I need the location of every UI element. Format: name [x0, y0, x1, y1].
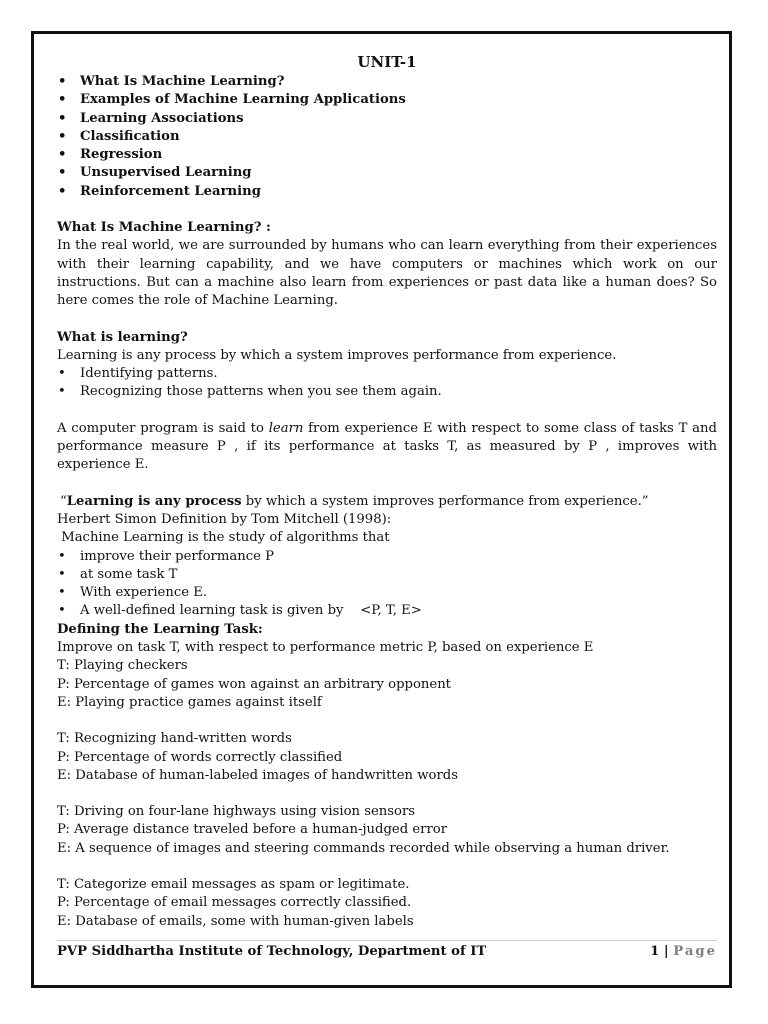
topic-item: • Unsupervised Learning [57, 164, 717, 182]
list-item: • With experience E. [57, 584, 717, 602]
task-line: T: Playing checkers [57, 658, 188, 674]
page-number-block [650, 944, 717, 959]
topic-item: • Learning Associations [57, 110, 717, 128]
quote-text: by which a system improves performance from experience.” [241, 493, 649, 509]
mitchell-bullets [57, 548, 717, 621]
definition-text: from experience E with respect to some class of tasks T and performance measure P , if its performance at tasks T, as measured by P , improves with experience E. [57, 420, 717, 473]
section-paragraph: Improve on task T, with respect to performance metric P, based on experience E [57, 640, 594, 656]
experience-line: E: Playing practice games against itself [57, 694, 322, 710]
task-line: T: Driving on four-lane highways using vision sensors [57, 804, 416, 820]
quote-line [57, 493, 717, 511]
performance-line: P: Percentage of email messages correctly classified. [57, 895, 412, 911]
topic-list [57, 73, 717, 201]
experience-line: E: Database of human-labeled images of handwritten words [57, 767, 458, 783]
page-label: Page [673, 944, 717, 959]
section-paragraph: In the real world, we are surrounded by humans who can learn everything from their experiences with their learning capability, and we have computers or machines which work on our instructions. But can a machine also learn from experiences or past data like a human does? So here comes the role of Machine Learning. [57, 238, 717, 309]
performance-line: P: Average distance traveled before a human-judged error [57, 822, 448, 838]
example-block [57, 730, 717, 785]
list-item: • improve their performance P [57, 548, 717, 566]
page-title: UNIT-1 [357, 53, 417, 71]
list-item: • Identifying patterns. [57, 365, 717, 383]
page-number: 1 [650, 944, 660, 959]
topic-item: • What Is Machine Learning? [57, 73, 717, 91]
topic-item: • Regression [57, 146, 717, 164]
example-block [57, 876, 717, 931]
simon-definition: Herbert Simon Definition by Tom Mitchell (1998): [57, 511, 392, 527]
experience-line: E: A sequence of images and steering commands recorded while observing a human driver. [57, 840, 670, 856]
performance-line: P: Percentage of words correctly classified [57, 749, 343, 765]
topic-item: • Classification [57, 128, 717, 146]
section-heading: What Is Machine Learning? : [57, 220, 271, 236]
section-heading: Defining the Learning Task: [57, 621, 263, 637]
example-block [57, 657, 717, 712]
list-item: • Recognizing those patterns when you see them again. [57, 383, 717, 401]
task-line: T: Categorize email messages as spam or legitimate. [57, 876, 410, 892]
performance-line: P: Percentage of games won against an arbitrary opponent [57, 676, 451, 692]
document-body [57, 51, 717, 931]
experience-line: E: Database of emails, some with human-given labels [57, 913, 414, 929]
page-separator: | [659, 944, 674, 959]
learning-bullets [57, 365, 717, 402]
example-block [57, 803, 717, 858]
quote-emphasis: Learning is any process [66, 493, 242, 509]
list-item: • at some task T [57, 566, 717, 584]
definition-text: A computer program is said to [57, 420, 269, 436]
task-line: T: Recognizing hand-written words [57, 731, 292, 747]
topic-item: • Reinforcement Learning [57, 183, 717, 201]
quote-mark: “ [60, 493, 67, 509]
definition-emphasis: learn [268, 420, 304, 436]
mitchell-intro: Machine Learning is the study of algorithms that [57, 530, 390, 546]
page-footer [57, 940, 717, 959]
section-paragraph: Learning is any process by which a system improves performance from experience. [57, 347, 617, 363]
definition-paragraph [57, 420, 717, 475]
list-item: • A well-defined learning task is given by <P, T, E> [57, 602, 717, 620]
topic-item: • Examples of Machine Learning Applications [57, 91, 717, 109]
footer-institute: PVP Siddhartha Institute of Technology, Department of IT [57, 944, 487, 959]
section-heading: What is learning? [57, 329, 188, 345]
